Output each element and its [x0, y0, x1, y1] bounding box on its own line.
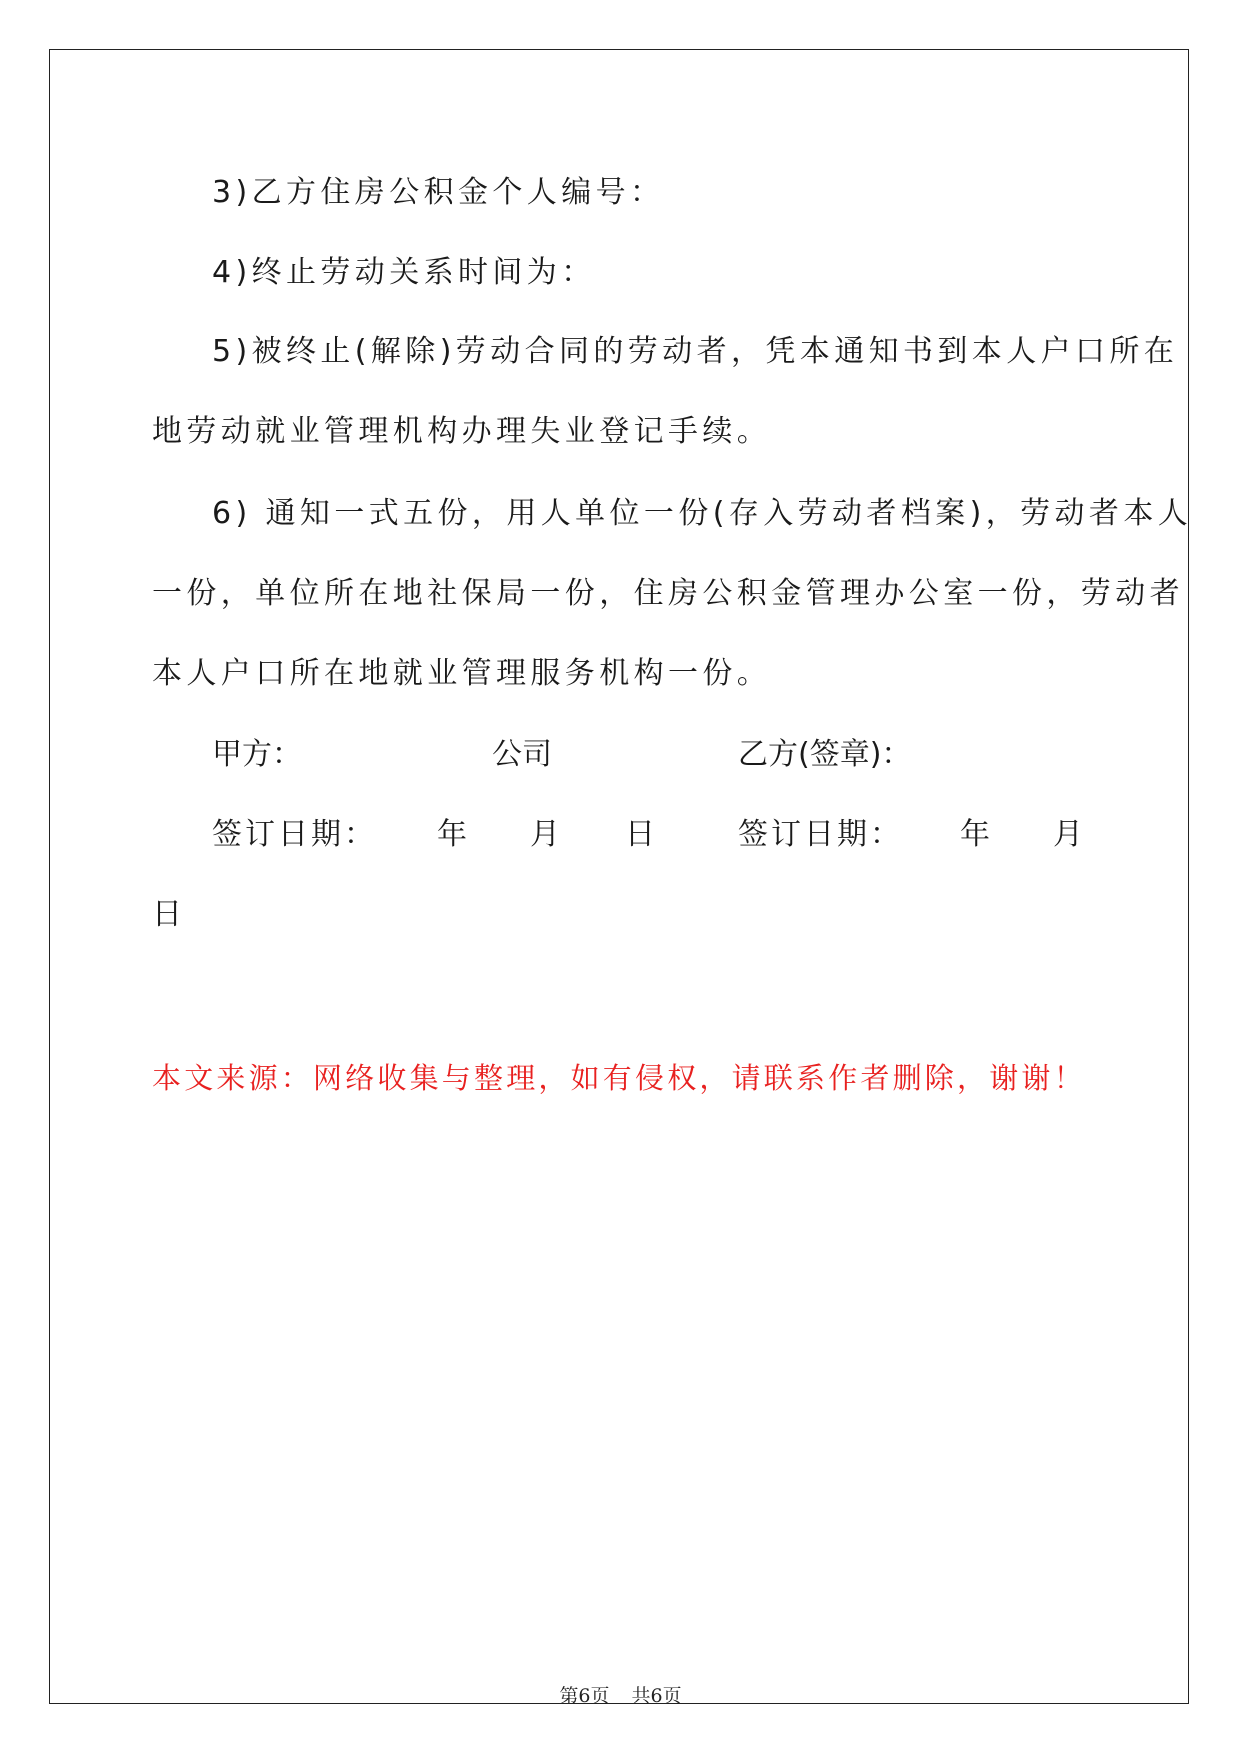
party-a-label: 甲方： — [212, 737, 302, 772]
clause-5-line-2: 地劳动就业管理机构办理失业登记手续。 — [152, 414, 772, 449]
source-note: 本文来源：网络收集与整理，如有侵权，请联系作者删除，谢谢！ — [152, 1061, 1086, 1095]
current-page: 第6页 — [559, 1685, 610, 1707]
page-border — [49, 49, 1189, 1704]
sign-date-label-a: 签订日期： — [212, 817, 377, 852]
page-footer — [0, 1684, 1241, 1708]
clause-6-line-1: 6) 通知一式五份，用人单位一份(存入劳动者档案)，劳动者本人 — [212, 496, 1193, 531]
day-a: 日 — [625, 817, 655, 852]
clause-6-line-3: 本人户口所在地就业管理服务机构一份。 — [152, 656, 772, 691]
month-b: 月 — [1053, 817, 1083, 852]
clause-6-line-2: 一份，单位所在地社保局一份，住房公积金管理办公室一份，劳动者 — [152, 576, 1184, 611]
day-b: 日 — [152, 897, 182, 932]
party-a-company: 公司 — [492, 737, 552, 772]
year-b: 年 — [960, 817, 990, 852]
sign-date-label-b: 签订日期： — [738, 817, 903, 852]
clause-5-line-1: 5)被终止(解除)劳动合同的劳动者，凭本通知书到本人户口所在 — [212, 334, 1179, 369]
year-a: 年 — [437, 817, 467, 852]
clause-4: 4)终止劳动关系时间为： — [212, 255, 596, 290]
total-pages: 共6页 — [631, 1685, 682, 1707]
clause-3: 3)乙方住房公积金个人编号： — [212, 175, 665, 210]
party-b-label: 乙方(签章)： — [738, 737, 912, 772]
month-a: 月 — [530, 817, 560, 852]
